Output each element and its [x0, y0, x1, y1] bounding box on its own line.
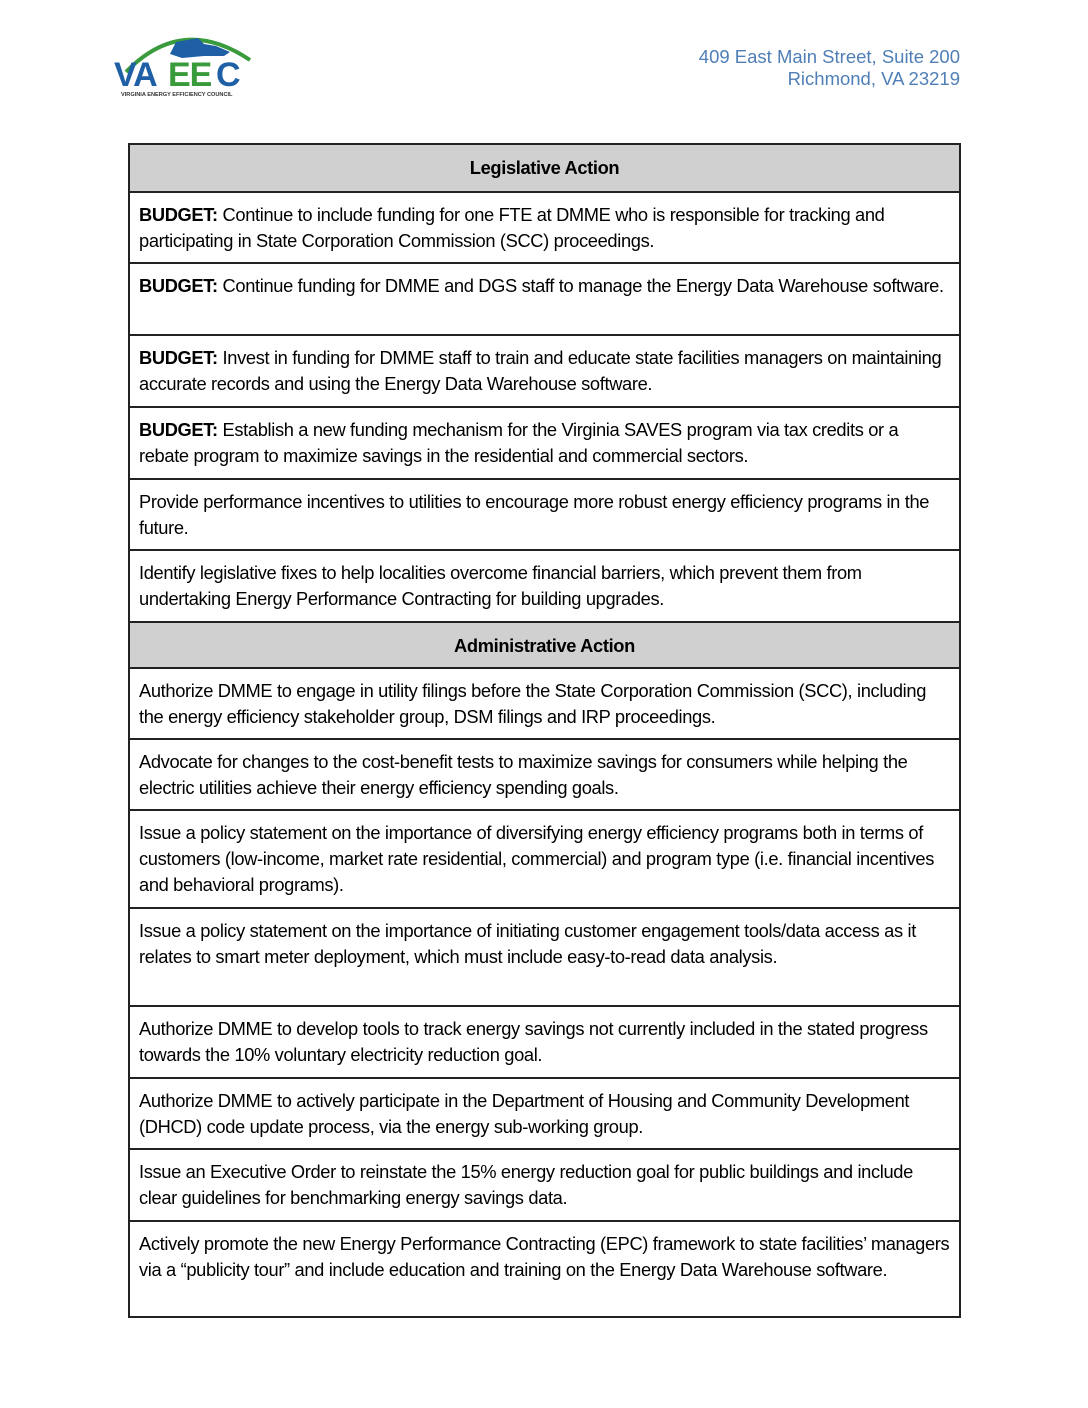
table-row [130, 478, 959, 549]
table-row [130, 406, 959, 478]
budget-label: BUDGET: [139, 275, 218, 296]
vaeec-logo [112, 28, 257, 100]
table-row [130, 667, 959, 738]
row-text: Continue funding for DMME and DGS staff to manage the Energy Data Warehouse software. [217, 275, 944, 296]
table-row [130, 738, 959, 809]
row-text: Identify legislative fixes to help localities overcome financial barriers, which prevent them from undertaking Energy Performance Contracting for building upgrades. [139, 562, 862, 609]
table-row [130, 262, 959, 334]
table-row [130, 1148, 959, 1220]
table-row [130, 907, 959, 1005]
logo-wordmark-va: VA [114, 56, 157, 94]
logo-wordmark-c: C [216, 56, 241, 94]
logo-tagline: VIRGINIA ENERGY EFFICIENCY COUNCIL [121, 92, 233, 98]
row-text: Authorize DMME to engage in utility filings before the State Corporation Commission (SCC), including the energy efficiency stakeholder group, DSM filings and IRP proceedings. [139, 680, 927, 727]
section-header-legislative: Legislative Action [130, 145, 959, 191]
row-text: Issue a policy statement on the importance of initiating customer engagement tools/data access as it relates to smart meter deployment, which must include easy-to-read data analysis. [139, 920, 916, 967]
budget-label: BUDGET: [139, 204, 218, 225]
table-row [130, 1220, 959, 1316]
row-text: Authorize DMME to actively participate in the Department of Housing and Community Development (DHCD) code update process, via the energy sub-working group. [139, 1090, 910, 1137]
address-block [699, 46, 960, 90]
row-text: Actively promote the new Energy Performance Contracting (EPC) framework to state facilities’ managers via a “publicity tour” and include education and training on the Energy Data Warehouse software. [139, 1233, 950, 1280]
budget-label: BUDGET: [139, 419, 218, 440]
action-table [128, 143, 961, 1318]
address-line-1: 409 East Main Street, Suite 200 [698, 46, 960, 67]
row-text: Authorize DMME to develop tools to track energy savings not currently included in the stated progress towards the 10% voluntary electricity reduction goal. [139, 1018, 928, 1065]
row-text: Issue an Executive Order to reinstate the 15% energy reduction goal for public buildings and include clear guidelines for benchmarking energy savings data. [139, 1161, 913, 1208]
table-row [130, 549, 959, 621]
budget-label: BUDGET: [139, 347, 218, 368]
table-row [130, 1077, 959, 1148]
address-line-2: Richmond, VA 23219 [787, 68, 960, 89]
row-text: Issue a policy statement on the importance of diversifying energy efficiency programs both in terms of customers (low-income, market rate residential, commercial) and program type (i.e. financial incentives and behavioral programs). [139, 822, 935, 895]
table-row [130, 809, 959, 907]
logo-wordmark-ee: EE [168, 56, 212, 94]
row-text: Establish a new funding mechanism for the Virginia SAVES program via tax credits or a rebate program to maximize savings in the residential and commercial sectors. [139, 419, 899, 466]
table-row [130, 191, 959, 262]
row-text: Advocate for changes to the cost-benefit tests to maximize savings for consumers while helping the electric utilities achieve their energy efficiency spending goals. [139, 751, 908, 798]
logo-graphic [112, 28, 257, 100]
table-row [130, 334, 959, 406]
section-header-administrative: Administrative Action [130, 621, 959, 667]
row-text: Continue to include funding for one FTE at DMME who is responsible for tracking and participating in State Corporation Commission (SCC) proceedings. [139, 204, 885, 251]
table-row [130, 1005, 959, 1077]
row-text: Invest in funding for DMME staff to train and educate state facilities managers on maintaining accurate records and using the Energy Data Warehouse software. [139, 347, 942, 394]
row-text: Provide performance incentives to utilities to encourage more robust energy efficiency programs in the future. [139, 491, 930, 538]
